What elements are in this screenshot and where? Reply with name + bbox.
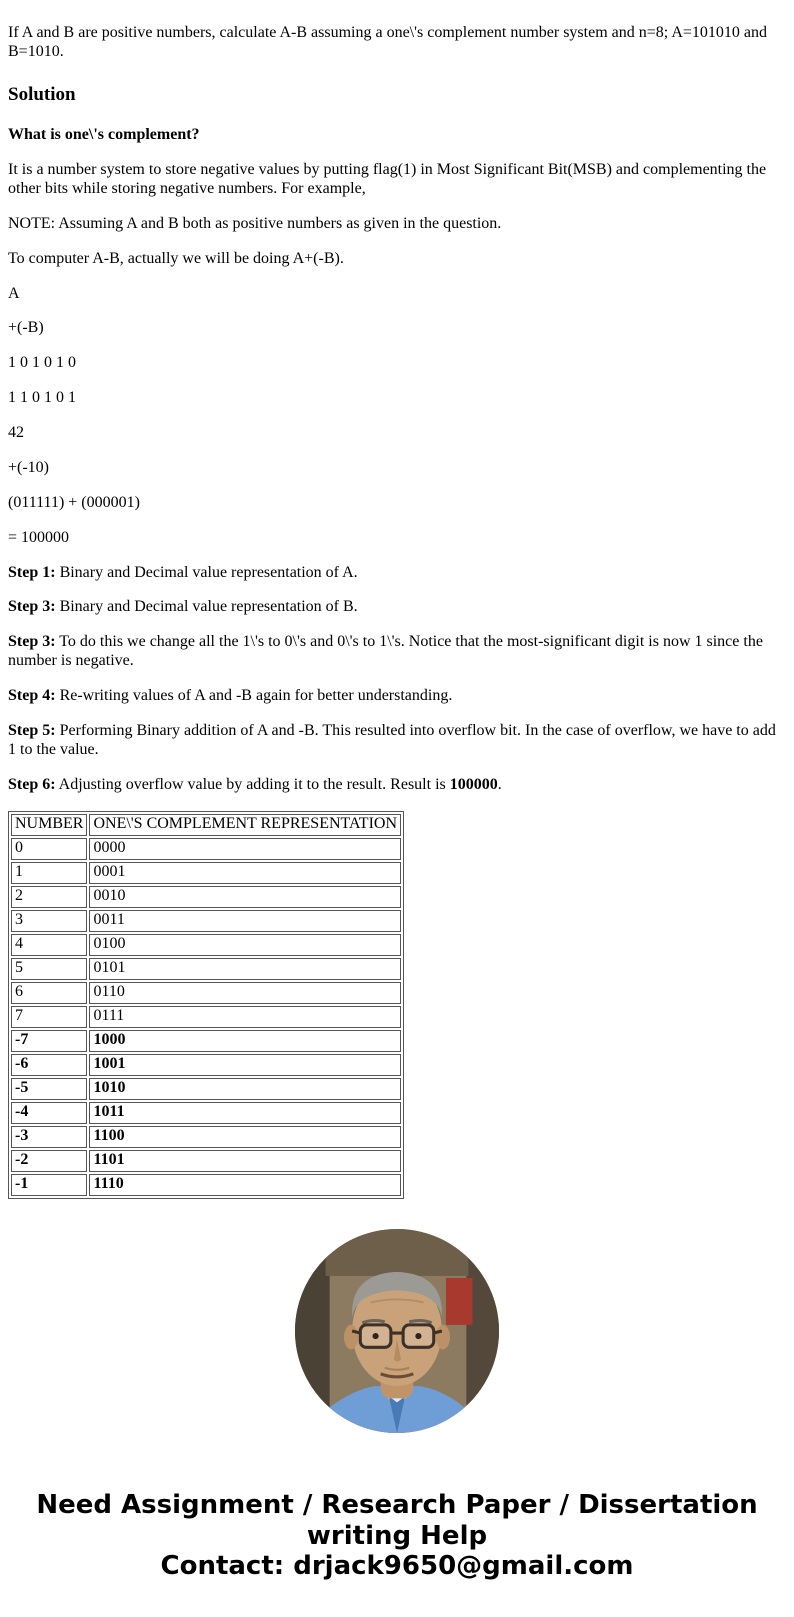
table-header-representation: ONE\'S COMPLEMENT REPRESENTATION — [89, 814, 401, 836]
definition-paragraph: It is a number system to store negative values by putting flag(1) in Most Significant Bit(MSB) and complementing the other bits while storing negative numbers. For example, — [8, 161, 767, 197]
subheading-what-is-ones-complement: What is one\'s complement? — [8, 126, 200, 144]
calc-line-binary-b: 1 1 0 1 0 1 — [8, 389, 76, 407]
note-paragraph: NOTE: Assuming A and B both as positive numbers as given in the question. — [8, 214, 502, 232]
table-cell-number: 6 — [11, 982, 87, 1004]
table-cell-number: -1 — [11, 1174, 87, 1196]
table-cell-representation: 1000 — [89, 1030, 401, 1052]
step-label: Step 3: — [8, 598, 56, 616]
table-row — [11, 838, 401, 860]
step-text: To do this we change all the 1\'s to 0\'s and 0\'s to 1\'s. Notice that the most-significant digit is now 1 since the number is negative. — [8, 633, 763, 670]
calc-line-decimal-a: 42 — [8, 424, 24, 442]
table-cell-representation: 0110 — [89, 982, 401, 1004]
table-row — [11, 1054, 401, 1076]
table-cell-representation: 0100 — [89, 934, 401, 956]
table-cell-representation: 0000 — [89, 838, 401, 860]
table-row — [11, 886, 401, 908]
table-row — [11, 1102, 401, 1124]
table-cell-number: 4 — [11, 934, 87, 956]
step-text: Binary and Decimal value representation of B. — [55, 598, 358, 616]
step-label: Step 4: — [8, 687, 56, 705]
table-cell-representation: 1110 — [89, 1174, 401, 1196]
table-row — [11, 1006, 401, 1028]
table-row — [11, 862, 401, 884]
table-cell-representation: 0010 — [89, 886, 401, 908]
table-row — [11, 982, 401, 1004]
table-header-row — [11, 814, 401, 836]
step-result-value: 100000 — [449, 775, 498, 793]
instructor-photo-wrap — [8, 1229, 786, 1439]
step-paragraph-1 — [8, 564, 786, 583]
table-cell-number: -4 — [11, 1102, 87, 1124]
table-row — [11, 1078, 401, 1100]
footer-help-text: Need Assignment / Research Paper / Dissertation writing Help — [36, 1490, 758, 1551]
table-cell-representation: 0101 — [89, 958, 401, 980]
step-text: Performing Binary addition of A and -B. This resulted into overflow bit. In the case of overflow, we have to add 1 to the value. — [8, 721, 776, 758]
table-cell-number: -5 — [11, 1078, 87, 1100]
table-cell-representation: 0111 — [89, 1006, 401, 1028]
instructor-avatar — [295, 1229, 499, 1433]
compute-paragraph: To computer A-B, actually we will be doing A+(-B). — [8, 249, 344, 267]
calc-line-binary-a: 1 0 1 0 1 0 — [8, 354, 76, 372]
table-cell-number: 0 — [11, 838, 87, 860]
calc-line-result: = 100000 — [8, 528, 70, 546]
step-label: Step 6: — [8, 775, 56, 793]
calc-line-addition: (011111) + (000001) — [8, 493, 140, 511]
table-row — [11, 958, 401, 980]
solution-heading: Solution — [8, 83, 76, 105]
table-cell-number: -2 — [11, 1150, 87, 1172]
step-label: Step 5: — [8, 721, 56, 739]
table-row — [11, 1150, 401, 1172]
ones-complement-table — [8, 811, 404, 1199]
step-label: Step 1: — [8, 563, 56, 581]
table-cell-representation: 1010 — [89, 1078, 401, 1100]
table-cell-representation: 1011 — [89, 1102, 401, 1124]
table-cell-number: -3 — [11, 1126, 87, 1148]
step-text: Adjusting overflow value by adding it to the result. Result is — [55, 775, 450, 793]
table-row — [11, 910, 401, 932]
footer-contact-email: Contact: drjack9650@gmail.com — [160, 1550, 634, 1581]
step-text: Re-writing values of A and -B again for better understanding. — [55, 687, 453, 705]
table-row — [11, 1030, 401, 1052]
table-cell-representation: 0011 — [89, 910, 401, 932]
step-paragraph-3 — [8, 633, 786, 671]
footer-banner — [16, 1490, 778, 1580]
table-cell-representation: 1001 — [89, 1054, 401, 1076]
step-paragraph-4 — [8, 687, 786, 706]
calc-line-minus-b: +(-B) — [8, 319, 44, 337]
complement-table-body — [11, 838, 401, 1196]
table-row — [11, 934, 401, 956]
table-cell-number: 3 — [11, 910, 87, 932]
step-paragraph-2 — [8, 598, 786, 617]
step-text: Binary and Decimal value representation of A. — [55, 563, 358, 581]
table-cell-number: 7 — [11, 1006, 87, 1028]
table-cell-representation: 1100 — [89, 1126, 401, 1148]
step-label: Step 3: — [8, 633, 56, 651]
table-cell-number: -7 — [11, 1030, 87, 1052]
instructor-portrait-illustration — [295, 1229, 499, 1433]
table-cell-representation: 0001 — [89, 862, 401, 884]
step-paragraph-6 — [8, 776, 786, 795]
calc-line-decimal-minus-b: +(-10) — [8, 458, 50, 476]
table-row — [11, 1174, 401, 1196]
calc-line-a: A — [8, 284, 20, 302]
table-cell-number: 2 — [11, 886, 87, 908]
step-text-suffix: . — [497, 775, 502, 793]
intro-paragraph: If A and B are positive numbers, calculate A-B assuming a one\'s complement number system and n=8; A=101010 and B=1010. — [8, 24, 768, 60]
table-cell-number: 5 — [11, 958, 87, 980]
table-cell-number: -6 — [11, 1054, 87, 1076]
table-cell-number: 1 — [11, 862, 87, 884]
table-row — [11, 1126, 401, 1148]
table-header-number: NUMBER — [11, 814, 87, 836]
step-paragraph-5 — [8, 722, 786, 760]
table-cell-representation: 1101 — [89, 1150, 401, 1172]
